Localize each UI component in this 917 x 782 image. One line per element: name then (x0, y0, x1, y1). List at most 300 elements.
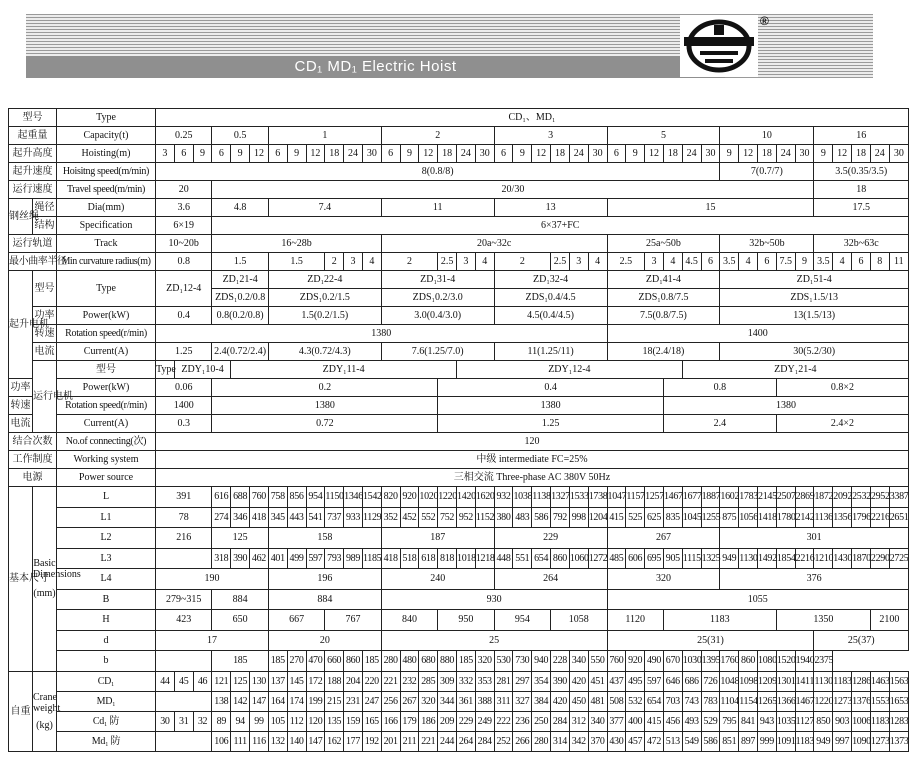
row-label-en: Hoisting(m) (57, 145, 156, 163)
weight-row-3 (9, 731, 909, 751)
value-cell: 430 (607, 731, 626, 751)
value-cell: 1060 (569, 548, 588, 569)
value-cell: 4 (362, 253, 381, 271)
value-cell: 730 (513, 651, 532, 672)
value-cell: 130 (250, 671, 269, 691)
value-cell: 1542 (362, 487, 381, 508)
value-cell: 142 (231, 691, 250, 711)
value-cell: 0.4 (156, 307, 212, 325)
value-cell: 297 (513, 671, 532, 691)
value-cell: 415 (645, 711, 664, 731)
value-cell: 3.5 (720, 253, 739, 271)
value-cell: 18 (438, 145, 457, 163)
value-cell: 1006 (852, 711, 871, 731)
value-cell: 250 (532, 711, 551, 731)
value-cell: 17 (156, 630, 269, 651)
value-cell: 9 (193, 145, 212, 163)
value-cell: 320 (607, 569, 720, 590)
value-cell: 448 (494, 548, 513, 569)
value-cell: 3.5(0.35/3.5) (814, 163, 909, 181)
value-cell: 0.06 (156, 379, 212, 397)
value-cell: 30 (156, 711, 175, 731)
value-cell: 192 (362, 731, 381, 751)
value-cell: 0.4 (438, 379, 664, 397)
dims-group-label: 基本尺寸 (9, 487, 33, 672)
row-label-en: Capacity(t) (57, 127, 156, 145)
value-cell: 1677 (682, 487, 701, 508)
value-cell: ZDS₁1.5/13 (720, 289, 909, 307)
value-cell: 252 (494, 731, 513, 751)
value-cell: 490 (645, 651, 664, 672)
value-cell: 105 (268, 711, 287, 731)
value-cell: 274 (212, 507, 231, 528)
value-cell: 654 (532, 548, 551, 569)
value-cell: 1129 (362, 507, 381, 528)
dim-label: B (57, 589, 156, 610)
hoist-speed-row (9, 163, 909, 181)
value-cell: 25(31) (607, 630, 814, 651)
value-cell: 618 (419, 548, 438, 569)
value-cell: 24 (457, 145, 476, 163)
value-cell: 164 (268, 691, 287, 711)
value-cell: 340 (569, 651, 588, 672)
value-cell: 2.4 (663, 415, 776, 433)
value-cell: 25a~50b (607, 235, 720, 253)
value-cell: 1872 (814, 487, 833, 508)
value-cell: 9 (287, 145, 306, 163)
value-cell: 1467 (663, 487, 682, 508)
value-cell: 1356 (833, 507, 852, 528)
value-cell: 1090 (852, 731, 871, 751)
value-cell: 2 (494, 253, 550, 271)
value-cell: 4.5 (682, 253, 701, 271)
value-cell: 6 (607, 145, 626, 163)
value-cell: 216 (156, 528, 212, 549)
value-cell: 12 (833, 145, 852, 163)
brand-logo (680, 15, 758, 77)
value-cell: ZD₁31-4 (381, 271, 494, 289)
value-cell: 688 (231, 487, 250, 508)
value-cell: 1257 (645, 487, 664, 508)
value-cell: 0.8 (156, 253, 212, 271)
travel-power-row (9, 379, 909, 397)
rope-group-label: 钢丝绳 (9, 199, 33, 235)
value-cell: ZDY₁12-4 (457, 361, 683, 379)
value-cell: 905 (663, 548, 682, 569)
value-cell: 187 (381, 528, 494, 549)
value-cell: 1854 (776, 548, 795, 569)
value-cell: 177 (344, 731, 363, 751)
value-cell: 2375 (814, 651, 833, 672)
value-cell: 2869 (795, 487, 814, 508)
connecting-row (9, 433, 909, 451)
hoist-current-row (9, 343, 909, 361)
dim-label: L3 (57, 548, 156, 569)
value-cell: 1325 (701, 548, 720, 569)
row-label-en: Power(kW) (57, 307, 156, 325)
dim-label: d (57, 630, 156, 651)
value-cell: 221 (419, 731, 438, 751)
weight-row-1 (9, 691, 909, 711)
value-cell: 2.5 (607, 253, 645, 271)
value-cell: ZD₁41-4 (607, 271, 720, 289)
value-cell: 508 (607, 691, 626, 711)
value-cell: 860 (344, 651, 363, 672)
empty-cell (156, 651, 212, 672)
value-cell: 1185 (362, 548, 381, 569)
value-cell: 1183 (795, 731, 814, 751)
value-cell: 1400 (607, 325, 908, 343)
capacity-row (9, 127, 909, 145)
page-title: CD₁ MD₁ Electric Hoist (294, 58, 457, 75)
value-cell: 12 (250, 145, 269, 163)
value-cell: 32 (193, 711, 212, 731)
value-cell: 1430 (833, 548, 852, 569)
value-cell: 606 (626, 548, 645, 569)
value-cell: 18 (325, 145, 344, 163)
value-cell: 401 (268, 548, 287, 569)
value-cell: 860 (739, 651, 758, 672)
value-cell: 616 (212, 487, 231, 508)
dims-row-B (9, 589, 909, 610)
value-cell: 880 (438, 651, 457, 672)
value-cell: 354 (532, 671, 551, 691)
value-cell: 1380 (663, 397, 908, 415)
value-cell: 1283 (889, 711, 908, 731)
value-cell: 1418 (758, 507, 777, 528)
value-cell: 920 (400, 487, 419, 508)
value-cell: 760 (250, 487, 269, 508)
row-label-en: Working system (57, 451, 156, 469)
value-cell: 1091 (776, 731, 795, 751)
row-label-en: Type (156, 361, 175, 379)
value-cell: 3 (457, 253, 476, 271)
rope-dia-row (9, 199, 909, 217)
value-cell: 670 (663, 651, 682, 672)
value-cell: 850 (814, 711, 833, 731)
value-cell: 106 (212, 731, 231, 751)
value-cell: 132 (268, 731, 287, 751)
value-cell: 793 (325, 548, 344, 569)
value-cell: 228 (551, 651, 570, 672)
value-cell: ZD₁51-4 (720, 271, 909, 289)
dims-en-label (33, 487, 81, 672)
value-cell: 9 (626, 145, 645, 163)
value-cell: 1780 (776, 507, 795, 528)
value-cell: 312 (569, 711, 588, 731)
value-cell: 221 (381, 671, 400, 691)
value-cell: 185 (268, 651, 287, 672)
rope-spec-row (9, 217, 909, 235)
registered-mark: ® (760, 14, 769, 28)
value-cell: 377 (607, 711, 626, 731)
dims-row-d (9, 630, 909, 651)
value-cell: 1038 (513, 487, 532, 508)
value-cell: 116 (250, 731, 269, 751)
value-cell: 390 (551, 671, 570, 691)
value-cell: 211 (400, 731, 419, 751)
value-cell: 3 (494, 127, 607, 145)
value-cell: 999 (758, 731, 777, 751)
value-cell: 185 (362, 651, 381, 672)
row-label-cn: 型号 (33, 271, 57, 307)
value-cell: 1047 (607, 487, 626, 508)
value-cell: ZD₁32-4 (494, 271, 607, 289)
value-cell: 767 (325, 610, 381, 631)
value-cell: 423 (156, 610, 212, 631)
value-cell: 145 (287, 671, 306, 691)
value-cell: 18 (551, 145, 570, 163)
value-cell: 875 (720, 507, 739, 528)
weight-row-2 (9, 711, 909, 731)
power-source-row (9, 469, 909, 487)
value-cell: 1366 (776, 691, 795, 711)
value-cell: 998 (569, 507, 588, 528)
value-cell: 1130 (739, 548, 758, 569)
dims-row-L1 (9, 507, 909, 528)
value-cell: 418 (381, 548, 400, 569)
value-cell: 320 (419, 691, 438, 711)
value-cell: 20/30 (212, 181, 814, 199)
value-cell: 1373 (889, 731, 908, 751)
value-cell: 420 (569, 671, 588, 691)
value-cell: 933 (344, 507, 363, 528)
value-cell: 597 (645, 671, 664, 691)
row-label-cn: 起升速度 (9, 163, 57, 181)
value-cell: 314 (551, 731, 570, 751)
value-cell: 13 (494, 199, 607, 217)
value-cell: 6×19 (156, 217, 212, 235)
value-cell: 949 (720, 548, 739, 569)
value-cell: 353 (475, 671, 494, 691)
value-cell: 897 (739, 731, 758, 751)
value-cell: 9 (720, 145, 739, 163)
value-cell: 1210 (814, 548, 833, 569)
value-cell: 13(1.5/13) (720, 307, 909, 325)
row-label-en: Travel speed(m/min) (57, 181, 156, 199)
value-cell: 1204 (588, 507, 607, 528)
value-cell: 185 (457, 651, 476, 672)
track-row (9, 235, 909, 253)
value-cell: 24 (569, 145, 588, 163)
value-cell: 2216 (795, 548, 814, 569)
value-cell: 264 (457, 731, 476, 751)
value-cell: 8 (870, 253, 889, 271)
value-cell: 625 (645, 507, 664, 528)
value-cell: 532 (626, 691, 645, 711)
value-cell: 952 (457, 507, 476, 528)
value-cell: 309 (438, 671, 457, 691)
value-cell: 3 (645, 253, 664, 271)
value-cell: 209 (438, 711, 457, 731)
value-cell: 24 (344, 145, 363, 163)
value-cell: 24 (682, 145, 701, 163)
row-label-en: Power(kW) (57, 379, 156, 397)
value-cell: 1120 (607, 610, 663, 631)
value-cell: 586 (701, 731, 720, 751)
travel-current-row (9, 415, 909, 433)
value-cell: 550 (588, 651, 607, 672)
value-cell: 530 (494, 651, 513, 672)
value-cell: 443 (287, 507, 306, 528)
value-cell: 835 (663, 507, 682, 528)
value-cell: 2 (325, 253, 344, 271)
value-cell: 420 (551, 691, 570, 711)
value-cell: 196 (268, 569, 381, 590)
value-cell: 667 (268, 610, 324, 631)
value-cell: 932 (494, 487, 513, 508)
value-cell: 391 (156, 487, 212, 508)
value-cell: 457 (626, 731, 645, 751)
hoist-motor-group-label: 起升电机 (9, 271, 33, 379)
value-cell: 795 (720, 711, 739, 731)
value-cell: CD₁、MD₁ (156, 109, 909, 127)
value-cell: 1463 (870, 671, 889, 691)
value-cell: 820 (381, 487, 400, 508)
value-cell: 172 (306, 671, 325, 691)
value-cell: 7.5(0.8/7.5) (607, 307, 720, 325)
value-cell: 930 (381, 589, 607, 610)
value-cell: 270 (287, 651, 306, 672)
value-cell: 840 (381, 610, 437, 631)
value-cell: 1115 (682, 548, 701, 569)
value-cell: 2.4(0.72/2.4) (212, 343, 268, 361)
value-cell: 1520 (776, 651, 795, 672)
value-cell: 552 (419, 507, 438, 528)
value-cell: 6 (494, 145, 513, 163)
value-cell: 3 (156, 145, 175, 163)
value-cell: 16 (814, 127, 909, 145)
value-cell: 3.6 (156, 199, 212, 217)
value-cell: 6 (174, 145, 193, 163)
value-cell: 760 (607, 651, 626, 672)
value-cell: 10~20b (156, 235, 212, 253)
value-cell: 1887 (701, 487, 720, 508)
value-cell: 597 (306, 548, 325, 569)
value-cell: 470 (306, 651, 325, 672)
value-cell: 125 (212, 528, 268, 549)
row-label-en: Type (57, 109, 156, 127)
value-cell: 318 (212, 548, 231, 569)
value-cell: 525 (626, 507, 645, 528)
value-cell: 1620 (475, 487, 494, 508)
value-cell: 1.5 (268, 253, 324, 271)
row-label-cn: 电源 (9, 469, 57, 487)
value-cell: 954 (306, 487, 325, 508)
value-cell: 2142 (795, 507, 814, 528)
value-cell: 1533 (569, 487, 588, 508)
value-cell: 1136 (814, 507, 833, 528)
value-cell: 1940 (795, 651, 814, 672)
value-cell: 1104 (720, 691, 739, 711)
travel-speed-row (9, 181, 909, 199)
value-cell: 376 (720, 569, 909, 590)
value-cell: 884 (212, 589, 268, 610)
value-cell: 1056 (739, 507, 758, 528)
value-cell: 1395 (701, 651, 720, 672)
value-cell: 301 (720, 528, 909, 549)
value-cell: 166 (381, 711, 400, 731)
weight-label: MD₁ (57, 691, 156, 711)
value-cell: 499 (287, 548, 306, 569)
row-label-en: No.of connecting(次) (57, 433, 156, 451)
row-label-en: Rotation speed(r/min) (57, 397, 156, 415)
travel-type-row (9, 361, 909, 379)
value-cell: 99 (250, 711, 269, 731)
empty-cell (156, 731, 212, 751)
value-cell: 327 (513, 691, 532, 711)
value-cell: 89 (212, 711, 231, 731)
value-cell: 12 (532, 145, 551, 163)
value-cell: 1327 (551, 487, 570, 508)
value-cell: 1492 (758, 548, 777, 569)
value-cell: 25(37) (814, 630, 909, 651)
weight-en-label (33, 671, 61, 751)
value-cell: 112 (287, 711, 306, 731)
dims-row-H (9, 610, 909, 631)
hoisting-row (9, 145, 909, 163)
value-cell: 231 (344, 691, 363, 711)
value-cell: 12 (306, 145, 325, 163)
value-cell: 940 (532, 651, 551, 672)
dim-label: b (57, 651, 156, 672)
value-cell: 135 (325, 711, 344, 731)
value-cell: 1796 (852, 507, 871, 528)
value-cell: 20 (268, 630, 381, 651)
value-cell: ZDY₁11-4 (231, 361, 457, 379)
value-cell: ZDS₁0.4/4.5 (494, 289, 607, 307)
row-label-cn: 功率 (33, 307, 57, 325)
value-cell: 743 (682, 691, 701, 711)
dim-label: H (57, 610, 156, 631)
value-cell: 462 (250, 548, 269, 569)
value-cell: 236 (513, 711, 532, 731)
value-cell: 437 (607, 671, 626, 691)
value-cell: 311 (494, 691, 513, 711)
value-cell: 244 (438, 731, 457, 751)
value-cell: 1.25 (156, 343, 212, 361)
value-cell: 1553 (870, 691, 889, 711)
value-cell: 1870 (852, 548, 871, 569)
value-cell: 943 (758, 711, 777, 731)
value-cell: 9 (513, 145, 532, 163)
value-cell: 344 (438, 691, 457, 711)
curvature-row (9, 253, 909, 271)
value-cell: 2145 (758, 487, 777, 508)
value-cell: 1265 (758, 691, 777, 711)
value-cell: 456 (663, 711, 682, 731)
value-cell: 4 (739, 253, 758, 271)
value-cell: 125 (231, 671, 250, 691)
row-label-cn: 运行轨道 (9, 235, 57, 253)
value-cell: 660 (325, 651, 344, 672)
value-cell: 4 (833, 253, 852, 271)
dim-label: L2 (57, 528, 156, 549)
type-row (9, 109, 909, 127)
value-cell: 220 (362, 671, 381, 691)
value-cell: 650 (212, 610, 268, 631)
value-cell: 1376 (852, 691, 871, 711)
travel-motor-group-label: 运行电机 (33, 361, 57, 433)
value-cell: 140 (287, 731, 306, 751)
value-cell: 1420 (457, 487, 476, 508)
value-cell: ZDS₁0.2/0.8 (212, 289, 268, 307)
value-cell: 920 (626, 651, 645, 672)
value-cell: 284 (551, 711, 570, 731)
value-cell: 1380 (212, 397, 438, 415)
value-cell: 137 (268, 671, 287, 691)
row-label-cn: 绳径 (33, 199, 57, 217)
